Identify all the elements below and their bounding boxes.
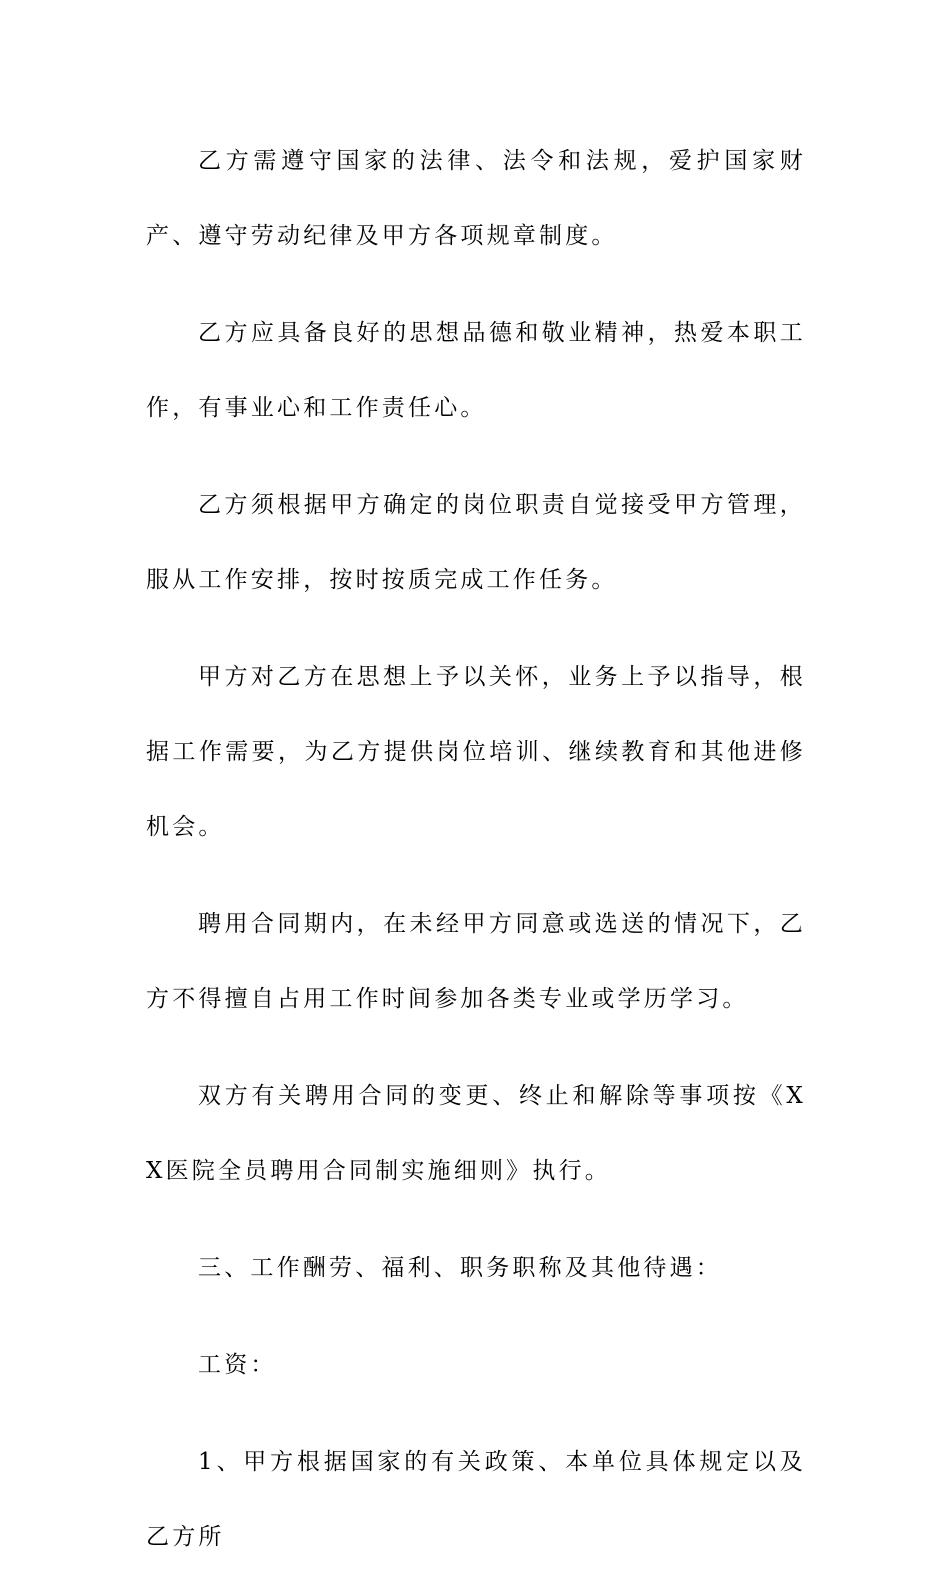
paragraph-contract-changes: 双方有关聘用合同的变更、终止和解除等事项按《XX医院全员聘用合同制实施细则》执行。 xyxy=(146,1083,806,1184)
paragraph-moral-character: 乙方应具备良好的思想品德和敬业精神，热爱本职工作，有事业心和工作责任心。 xyxy=(146,320,806,421)
paragraph-study-restriction: 聘用合同期内，在未经甲方同意或选送的情况下，乙方不得擅自占用工作时间参加各类专业或学历学习。 xyxy=(146,911,806,1012)
paragraph-training: 甲方对乙方在思想上予以关怀，业务上予以指导，根据工作需要，为乙方提供岗位培训、继续教育和其他进修机会。 xyxy=(146,664,806,840)
document-body xyxy=(146,124,806,1575)
section-heading-compensation: 三、工作酬劳、福利、职务职称及其他待遇： xyxy=(198,1255,722,1281)
paragraph-accept-management: 乙方须根据甲方确定的岗位职责自觉接受甲方管理，服从工作安排，按时按质完成工作任务。 xyxy=(146,492,806,593)
paragraph-obey-laws: 乙方需遵守国家的法律、法令和法规，爱护国家财产、遵守劳动纪律及甲方各项规章制度。 xyxy=(146,148,806,249)
subheading-salary: 工资： xyxy=(198,1352,277,1378)
paragraph-salary-item-1: 1、甲方根据国家的有关政策、本单位具体规定以及乙方所 xyxy=(146,1449,806,1550)
